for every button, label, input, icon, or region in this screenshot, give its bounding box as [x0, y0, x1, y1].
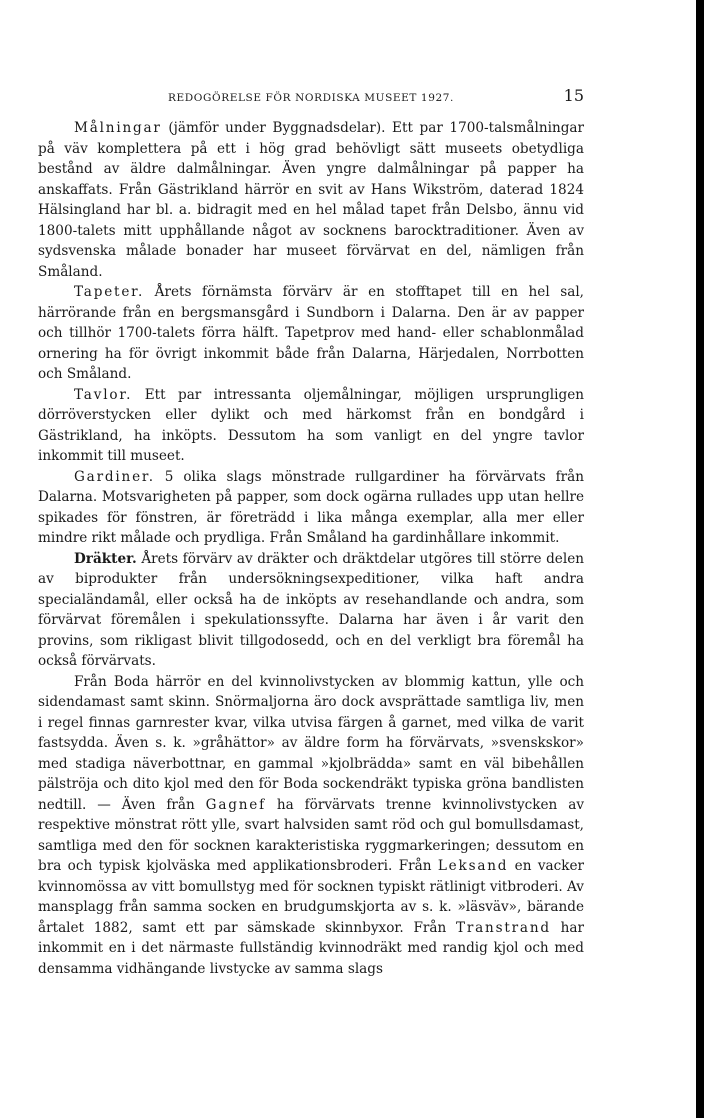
- place-name: Gagnef: [205, 796, 266, 813]
- page-number: 15: [563, 86, 584, 105]
- place-name: Transtrand: [455, 919, 551, 936]
- running-title: REDOGÖRELSE FÖR NORDISKA MUSEET 1927.: [168, 92, 454, 104]
- scan-edge-bar: [696, 0, 704, 1118]
- paragraph-tapeter: Tapeter. Årets förnämsta förvärv är en stofftapet till en hel sal, härrörande från en bergsmansgård i Sundborn i Dalarna. Den är av papper och tillhör 1700-talets förra hälft. Tapetprov med hand- eller schablonmålad ornering ha för övrigt inkommit både från Dalarna, Härjedalen, Norrbotten och Småland.: [38, 284, 584, 382]
- section-lead: Gardiner.: [74, 468, 155, 485]
- book-page: [38, 86, 584, 979]
- section-lead: Tavlor.: [74, 386, 133, 403]
- paragraph-tavlor: Tavlor. Ett par intressanta oljemålningar, möjligen ursprungligen dörröverstycken eller dylikt och med härkomst från en bondgård i Gästrikland, ha inköpts. Dessutom ha som vanligt en del yngre tavlor inkommit till museet.: [38, 386, 584, 464]
- section-lead: Dräkter.: [74, 550, 137, 567]
- paragraph-boda: Från Boda härrör en del kvinnolivstycken av blommig kattun, ylle och sidendamast samt skinn. Snörmaljorna äro dock avsprättade samtliga liv, men i regel finnas garnrester kvar, vilka utvisa färgen å garnet, med vilka de varit fastsydda. Även s. k. »gråhättor» av äldre form ha förvärvats, »svenskskor» med stadiga näverbottnar, en gammal »kjolbrädda» samt en väl bibehållen pälströja och dito kjol med den för Boda sockendräkt typiska gröna bandlisten nedtill. — Även från Gagnef ha förvärvats trenne kvinnolivstycken av respektive mönstrat rött ylle, svart halvsiden samt röd och gul bomullsdamast, samtliga med den för socknen karakteristiska ryggmarkeringen; dessutom en bra och typisk kjolväska med applikationsbroderi. Från Leksand en vacker kvinnomössa av vitt bomullstyg med för socknen typiskt rätlinigt vitbroderi. Av mansplagg från samma socken en brudgumskjorta av s. k. »läsväv», bärande årtalet 1882, samt ett par sämskade skinnbyxor. Från Transtrand har inkommit en i det närmaste fullständig kvinnodräkt med randig kjol och med densamma vidhängande livstycke av samma slags: [38, 673, 585, 977]
- page-header: [38, 86, 584, 110]
- paragraph-gardiner: Gardiner. 5 olika slags mönstrade rullgardiner ha förvärvats från Dalarna. Motsvarigheten på papper, som dock ogärna rullades upp utan hellre spikades för fönstren, är företrädd i lika många exemplar, alla mer eller mindre rikt målade och prydliga. Från Småland ha gardinhållare inkommit.: [38, 468, 584, 546]
- place-name: Leksand: [437, 858, 509, 874]
- body-text: [38, 118, 584, 979]
- paragraph-drakter: Dräkter. Årets förvärv av dräkter och dräktdelar utgöres till större delen av biprodukter från undersökningsexpeditioner, vilka haft andra specialändamål, eller också ha de inköpts av resehandlande och andra, som förvärvat föremålen i spekulationssyfte. Dalarna har även i år varit den provins, som rikligast blivit tillgodosedd, och en del verkligt bra föremål ha också förvärvats.: [38, 550, 584, 669]
- section-lead: Tapeter.: [74, 284, 145, 300]
- section-lead: Målningar: [74, 120, 162, 136]
- paragraph-malningar: Målningar (jämför under Byggnadsdelar). Ett par 1700-talsmålningar på väv komplettera på ett i hög grad behövligt sätt museets obetydliga bestånd av äldre dalmålningar. Även yngre dalmålningar på papper ha anskaffats. Från Gästrikland härrör en svit av Hans Wikström, daterad 1824 Hälsingland har bl. a. bidragit med en hel målad tapet från Delsbo, ännu vid 1800-talets mitt upphållande något av socknens barocktraditioner. Även av sydsvenska målade bonader har museet förvärvat en del, nämligen från Småland.: [38, 120, 584, 280]
